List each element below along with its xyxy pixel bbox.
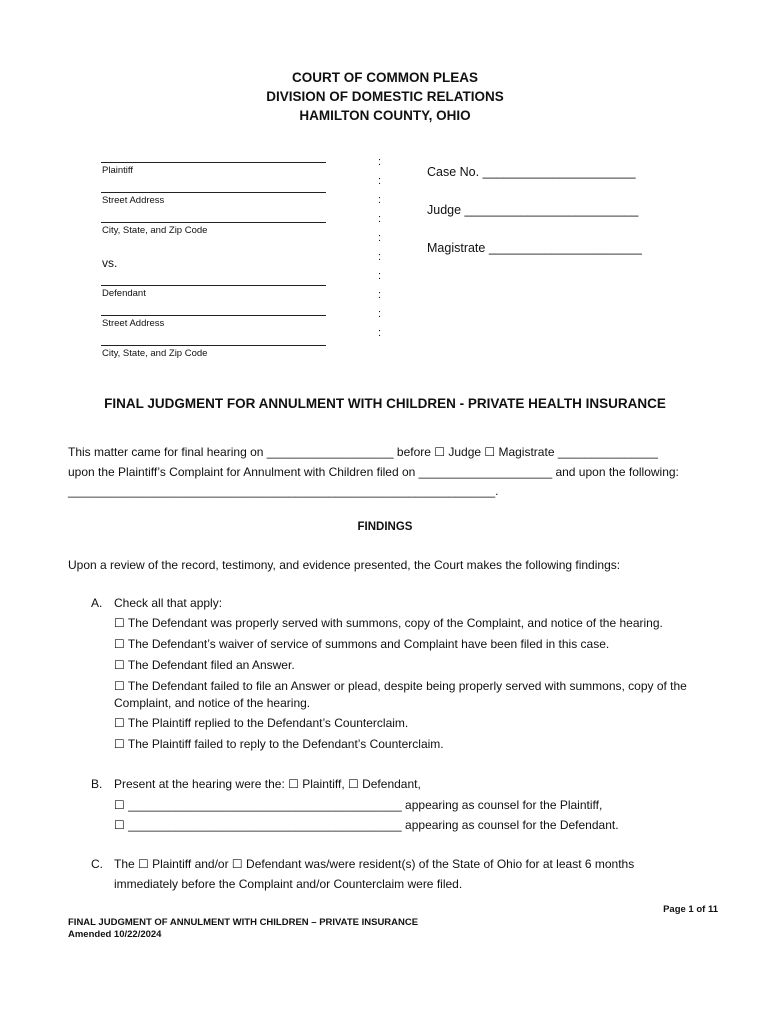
section-b-letter: B. <box>91 777 103 791</box>
section-a-item: ☐ The Plaintiff failed to reply to the Defendant’s Counterclaim. <box>114 737 444 751</box>
defendant-name-line <box>101 285 326 286</box>
colon: : <box>378 194 382 206</box>
section-b-item: ☐ _________________________________________ appearing as counsel for the Plaintiff, <box>114 798 603 812</box>
footer-amended-date: Amended 10/22/2024 <box>68 929 162 940</box>
section-a-item: ☐ The Defendant was properly served with summons, copy of the Complaint, and notice of the hearing. <box>114 616 663 630</box>
page-number: Page 1 of 11 <box>663 904 718 915</box>
colon: : <box>378 270 382 282</box>
colon: : <box>378 232 382 244</box>
court-division: DIVISION OF DOMESTIC RELATIONS <box>266 89 504 104</box>
section-b-item: ☐ _________________________________________ appearing as counsel for the Defendant. <box>114 818 619 832</box>
plaintiff-street-line <box>101 192 326 193</box>
colon: : <box>378 289 382 301</box>
section-a-letter: A. <box>91 596 103 610</box>
case-number-field: Case No. ______________________ <box>427 165 636 179</box>
colon: : <box>378 213 382 225</box>
section-a-item-continued: Complaint, and notice of the hearing. <box>114 696 311 710</box>
section-a-heading: Check all that apply: <box>114 596 223 610</box>
section-b-heading: Present at the hearing were the: ☐ Plaintiff, ☐ Defendant, <box>114 777 421 791</box>
colon: : <box>378 327 382 339</box>
plaintiff-label: Plaintiff <box>102 165 133 176</box>
colon: : <box>378 175 382 187</box>
plaintiff-city-line <box>101 222 326 223</box>
intro-line-2: upon the Plaintiff’s Complaint for Annulment with Children filed on ____________________ and upon the following: <box>68 465 679 479</box>
section-a-item: ☐ The Defendant failed to file an Answer or plead, despite being properly served with summons, copy of the <box>114 679 687 693</box>
section-c-line-2: immediately before the Complaint and/or Counterclaim were filed. <box>114 877 463 891</box>
court-name: COURT OF COMMON PLEAS <box>292 70 478 85</box>
section-a-item: ☐ The Defendant’s waiver of service of summons and Complaint have been filed in this case. <box>114 637 610 651</box>
intro-line-3: ________________________________________________________________. <box>68 484 499 498</box>
defendant-label: Defendant <box>102 288 146 299</box>
defendant-city-label: City, State, and Zip Code <box>102 348 208 359</box>
intro-line-1: This matter came for final hearing on ___________________ before ☐ Judge ☐ Magistrate _______________ <box>68 445 658 459</box>
plaintiff-name-line <box>101 162 326 163</box>
judge-field: Judge _________________________ <box>427 203 639 217</box>
defendant-street-label: Street Address <box>102 318 165 329</box>
footer-form-title: FINAL JUDGMENT OF ANNULMENT WITH CHILDREN – PRIVATE INSURANCE <box>68 917 419 928</box>
section-a-item: ☐ The Defendant filed an Answer. <box>114 658 295 672</box>
defendant-street-line <box>101 315 326 316</box>
defendant-city-line <box>101 345 326 346</box>
versus-label: vs. <box>102 256 118 270</box>
caption-divider <box>378 153 381 343</box>
colon: : <box>378 156 382 168</box>
section-c-line-1: The ☐ Plaintiff and/or ☐ Defendant was/were resident(s) of the State of Ohio for at least 6 months <box>114 857 635 871</box>
section-c-letter: C. <box>91 857 103 871</box>
section-a-item: ☐ The Plaintiff replied to the Defendant’s Counterclaim. <box>114 716 409 730</box>
findings-heading: FINDINGS <box>357 521 413 533</box>
plaintiff-street-label: Street Address <box>102 195 165 206</box>
findings-intro: Upon a review of the record, testimony, and evidence presented, the Court makes the following findings: <box>68 558 621 572</box>
court-county: HAMILTON COUNTY, OHIO <box>299 108 471 123</box>
colon: : <box>378 308 382 320</box>
magistrate-field: Magistrate ______________________ <box>427 241 642 255</box>
document-title: FINAL JUDGMENT FOR ANNULMENT WITH CHILDREN - PRIVATE HEALTH INSURANCE <box>104 396 666 411</box>
colon: : <box>378 251 382 263</box>
plaintiff-city-label: City, State, and Zip Code <box>102 225 208 236</box>
